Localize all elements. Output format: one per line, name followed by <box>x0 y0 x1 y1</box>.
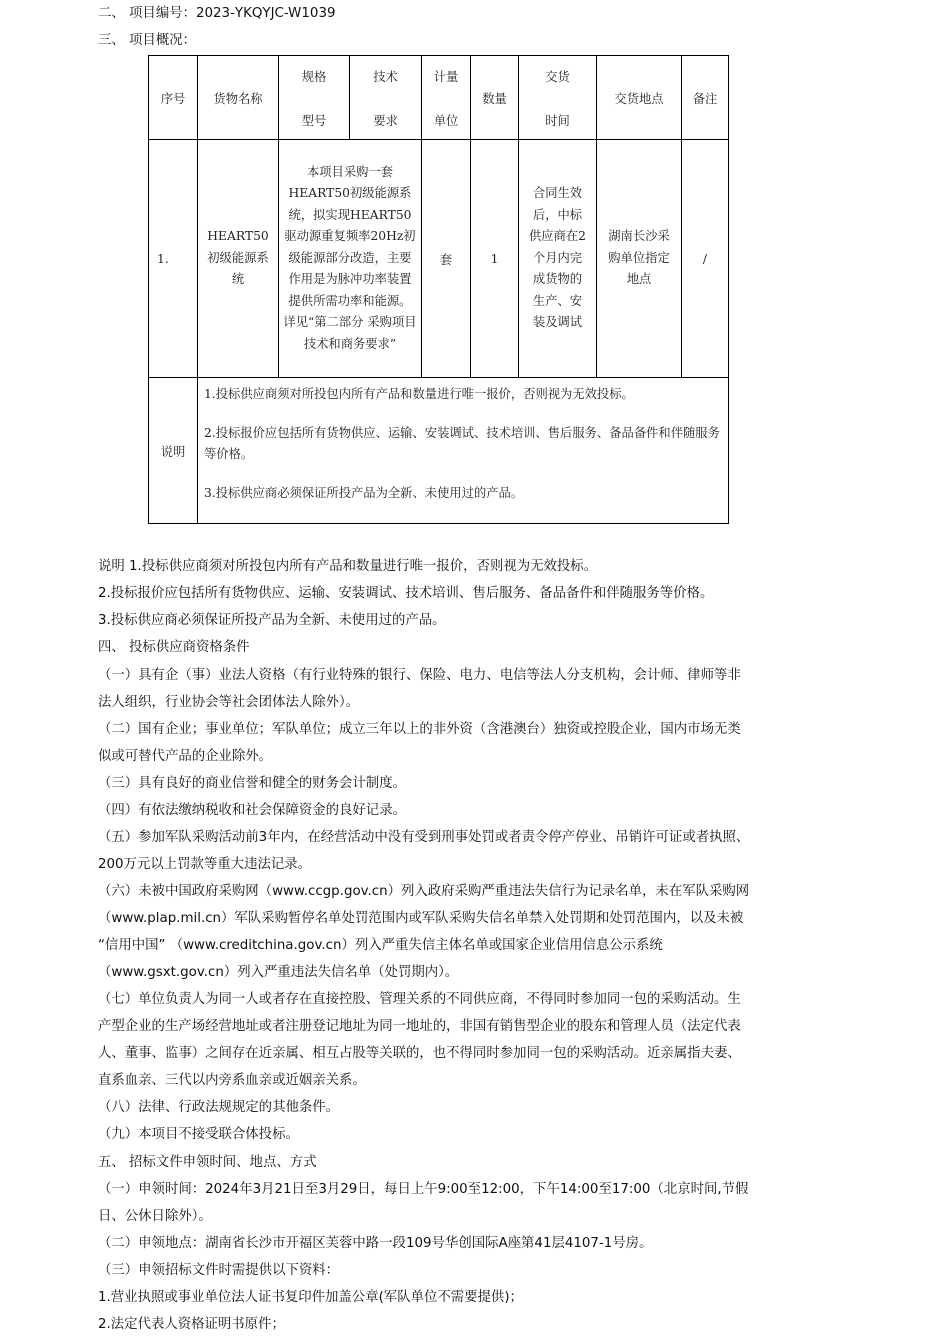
body-line: “信用中国” （www.creditchina.gov.cn）列入严重失信主体名单或国家企业信用信息公示系统 <box>98 938 663 953</box>
note-item: 1.投标供应商须对所投包内所有产品和数量进行唯一报价，否则视为无效投标。 <box>204 387 634 401</box>
table-note-row <box>149 378 729 524</box>
header-tech-top: 技术 <box>373 69 398 84</box>
body-line: 日、公休日除外）。 <box>98 1209 212 1224</box>
note-item: 3.投标供应商必须保证所投产品为全新、未使用过的产品。 <box>204 486 524 500</box>
body-line: （六）未被中国政府采购网（www.ccgp.gov.cn）列入政府采购严重违法失信行为记录名单，未在军队采购网 <box>98 884 750 899</box>
body-line: 2.法定代表人资格证明书原件； <box>98 1317 285 1332</box>
header-seq: 序号 <box>149 56 198 140</box>
row-delivery-place: 湖南长沙采购单位指定地点 <box>597 140 682 378</box>
body-line: （二）申领地点：湖南省长沙市开福区芙蓉中路一段109号华创国际A座第41层4107-1号房。 <box>98 1236 653 1251</box>
row-goods-name: HEART50初级能源系统 <box>198 140 279 378</box>
row-qty: 1 <box>471 140 519 378</box>
body-line: （三）申领招标文件时需提供以下资料： <box>98 1263 340 1278</box>
header-spec <box>279 56 350 140</box>
body-line: （五）参加军队采购活动前3年内，在经营活动中没有受到刑事处罚或者责令停产停业、吊销许可证或者执照、 <box>98 830 750 845</box>
header-time-top: 交货 <box>545 69 570 84</box>
header-qty: 数量 <box>471 56 519 140</box>
header-delivery-place: 交货地点 <box>597 56 682 140</box>
procurement-table <box>148 55 729 524</box>
body-line: （四）有依法缴纳税收和社会保障资金的良好记录。 <box>98 803 406 818</box>
section-heading: 五、 招标文件申领时间、地点、方式 <box>98 1155 317 1170</box>
body-line: 3.投标供应商必须保证所投产品为全新、未使用过的产品。 <box>98 613 446 628</box>
body-line: 2.投标报价应包括所有货物供应、运输、安装调试、技术培训、售后服务、备品备件和伴随服务等价格。 <box>98 586 714 601</box>
header-unit <box>422 56 471 140</box>
body-line: （三）具有良好的商业信誉和健全的财务会计制度。 <box>98 776 406 791</box>
body-line: 1.营业执照或事业单位法人证书复印件加盖公章(军队单位不需要提供)； <box>98 1290 523 1305</box>
note-content <box>198 378 729 524</box>
row-seq: 1. <box>149 140 198 378</box>
body-line: 人、董事、监事）之间存在近亲属、相互占股等关联的，也不得同时参加同一包的采购活动。近亲属指夫妻、 <box>98 1046 741 1061</box>
header-remark: 备注 <box>682 56 729 140</box>
row-spec-tech: 本项目采购一套HEART50初级能源系统，拟实现HEART50驱动源重复频率20Hz初级能源部分改造，主要作用是为脉冲功率装置提供所需功率和能源。详见“第二部分 采购项目技术和商务要求” <box>279 140 422 378</box>
body-line: （一）申领时间：2024年3月21日至3月29日，每日上午9:00至12:00，下午14:00至17:00（北京时间,节假 <box>98 1182 749 1197</box>
note-label: 说明 <box>149 378 198 524</box>
header-spec-top: 规格 <box>301 69 327 84</box>
note-item: 2.投标报价应包括所有货物供应、运输、安装调试、技术培训、售后服务、备品备件和伴随服务等价格。 <box>204 426 720 461</box>
body-line: （www.gsxt.gov.cn）列入严重违法失信名单（处罚期内）。 <box>98 965 459 980</box>
row-remark: / <box>682 140 729 378</box>
header-tech-bottom: 要求 <box>373 113 398 128</box>
body-line: 直系血亲、三代以内旁系血亲或近姻亲关系。 <box>98 1073 366 1088</box>
body-line: （一）具有企（事）业法人资格（有行业特殊的银行、保险、电力、电信等法人分支机构，会计师、律师等非 <box>98 668 741 683</box>
project-number: 二、 项目编号：2023-YKQYJC-W1039 <box>98 6 336 21</box>
body-line: （七）单位负责人为同一人或者存在直接控股、管理关系的不同供应商，不得同时参加同一包的采购活动。生 <box>98 992 741 1007</box>
row-delivery-time: 合同生效后，中标供应商在2个月内完成货物的生产、安装及调试 <box>519 140 597 378</box>
header-spec-bottom: 型号 <box>301 113 327 128</box>
body-line: 说明 1.投标供应商须对所投包内所有产品和数量进行唯一报价，否则视为无效投标。 <box>98 559 598 574</box>
header-unit-bottom: 单位 <box>433 113 459 128</box>
body-line: 产型企业的生产场经营地址或者注册登记地址为同一地址的，非国有销售型企业的股东和管理人员（法定代表 <box>98 1019 741 1034</box>
header-time-bottom: 时间 <box>545 113 570 128</box>
body-line: （九）本项目不接受联合体投标。 <box>98 1127 299 1142</box>
row-unit: 套 <box>422 140 471 378</box>
table-header-row <box>149 56 729 140</box>
body-line: （八）法律、行政法规规定的其他条件。 <box>98 1100 340 1115</box>
overview-heading: 三、 项目概况： <box>98 33 196 48</box>
body-line: （www.plap.mil.cn）军队采购暂停名单处罚范围内或军队采购失信名单禁入处罚期和处罚范围内，以及未被 <box>98 911 744 926</box>
body-line: 法人组织，行业协会等社会团体法人除外）。 <box>98 695 360 710</box>
body-line: （二）国有企业；事业单位；军队单位；成立三年以上的非外资（含港澳台）独资或控股企业，国内市场无类 <box>98 722 741 737</box>
header-delivery-time <box>519 56 597 140</box>
header-goods-name: 货物名称 <box>198 56 279 140</box>
table-row <box>149 140 729 378</box>
header-tech <box>350 56 422 140</box>
body-line: 200万元以上罚款等重大违法记录。 <box>98 857 312 872</box>
header-unit-top: 计量 <box>433 69 459 84</box>
section-heading: 四、 投标供应商资格条件 <box>98 640 250 655</box>
body-line: 似或可替代产品的企业除外。 <box>98 749 273 764</box>
